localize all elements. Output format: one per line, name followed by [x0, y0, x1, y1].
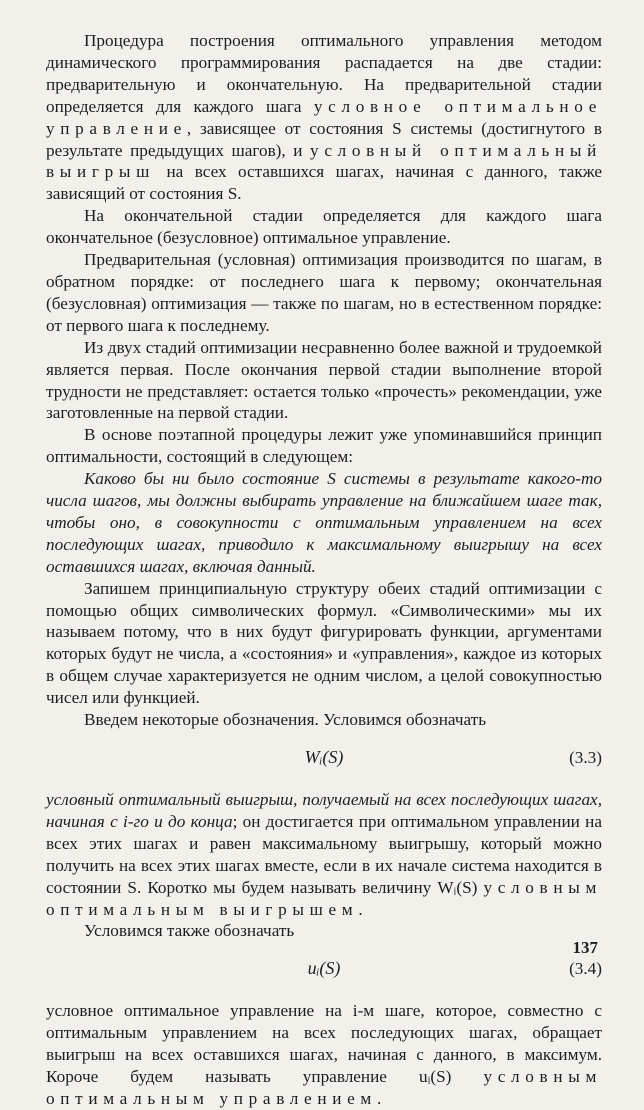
- page-number: 137: [572, 938, 598, 957]
- term-conditional-optimal-control: условное оптимальное управление: [46, 96, 602, 138]
- formula-expression: Wᵢ(S): [304, 747, 344, 767]
- formula-expression: uᵢ(S): [307, 958, 341, 979]
- paragraph-final-stage: На окончательной стадии определяется для каждого шага окончательное (безусловное) оптимальное управление.: [46, 206, 602, 248]
- paragraph-symbolic-formulas: Запишем принципиальную структуру обеих стадий оптимизации с помощью общих символических формул. «Символическими» мы их называем потому, что в них будут фигурировать функции, аргументами которых будут не числа, а «состояния» и «управления», каждое из которых в общем случае характеризуется не одним числом, а целой совокупностью чисел или функцией.: [46, 578, 602, 708]
- formula-number: (3.4): [569, 959, 602, 979]
- paragraph-optimality-principle-intro: В основе поэтапной процедуры лежит уже упоминавшийся принцип оптимальности, состоящий в следующем:: [46, 425, 602, 467]
- term-conditional-optimal-gain: условный оптимальный выигрыш: [46, 140, 602, 182]
- paragraph-optimality-principle: Каково бы ни было состояние S системы в результате какого-то числа шагов, мы должны выбирать управление на ближайшем шаге так, чтобы оно, в совокупности с оптимальным управлением на всех последующих шагах, приводило к максимальному выигрышу на всех оставшихся шагах, включая данный.: [46, 469, 602, 576]
- paragraph-procedure-stages: Процедура построения оптимального управления методом динамического программирования распадается на две стадии: предварительную и окончательную. На предварительной стадии определяется для каждого шага условное оптимальное управление, зависящее от состояния S системы (достигнутого в результате предыдущих шагов), и условный оптимальный выигрыш на всех оставшихся шагах, начиная с данного, также зависящий от состояния S.: [46, 31, 602, 204]
- formula-number: (3.3): [569, 748, 602, 767]
- paragraph-notation-intro-2: Условимся также обозначать: [84, 921, 295, 941]
- paragraph-notation-intro: Введем некоторые обозначения. Условимся обозначать: [84, 710, 487, 730]
- formula-3-4: [46, 948, 602, 992]
- paragraph-optimization-order: Предварительная (условная) оптимизация производится по шагам, в обратном порядке: от последнего шага к первому; окончательная (безусловная) оптимизация — также по шагам, но в естественном порядке: от первого шага к последнему.: [46, 250, 602, 335]
- page-body: [46, 30, 602, 1110]
- paragraph-conditional-control-definition: условное оптимальное управление на i-м шаге, которое, совместно с оптимальным управлением на всех последующих шагах, обращает выигрыш на всех оставшихся шагах, начиная с данного, в максимум. Короче будем называть управление uᵢ(S) условным оптимальным управлением.: [46, 1001, 602, 1108]
- paragraph-conditional-gain-definition: условный оптимальный выигрыш, получаемый на всех последующих шагах, начиная с i-го и до конца; он достигается при оптимальном управлении на всех этих шагах и равен максимальному выигрышу, который можно получить на всех этих шагах вместе, если в их начале система находится в состоянии S. Коротко мы будем называть величину Wᵢ(S) условным оптимальным выигрышем.: [46, 790, 602, 919]
- term-conditional-optimal-control: условным оптимальным управлением: [46, 1067, 602, 1108]
- term-conditional-optimal-gain: условным оптимальным выигрышем: [46, 877, 602, 919]
- paragraph-first-stage-importance: Из двух стадий оптимизации несравненно более важной и трудоемкой является первая. После окончания первой стадии выполнение второй трудности не представляет: остается только «прочесть» рекомендации, уже заготовленные на первой стадии.: [46, 337, 602, 423]
- formula-3-3: [46, 737, 602, 781]
